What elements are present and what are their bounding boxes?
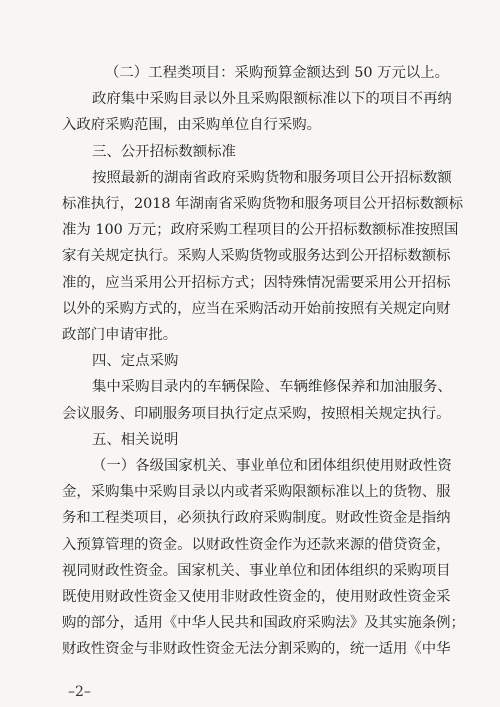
- paragraph-line: 金，采购集中采购目录以内或者采购限额标准以上的货物、服: [62, 484, 451, 501]
- paragraph-line: 既使用财政性资金又使用非财政性资金的，使用财政性资金采: [62, 589, 451, 605]
- paragraph-line: 财政性资金与非财政性资金无法分割采购的，统一适用《中华: [62, 641, 451, 658]
- paragraph-line: 准为 100 万元；政府采购工程项目的公开招标数额标准按照国: [62, 222, 459, 239]
- paragraph-line: （二）工程类项目：采购预算金额达到 50 万元以上。: [105, 65, 450, 81]
- paragraph-line: 以外的采购方式的，应当在采购活动开始前按照有关规定向财: [62, 300, 451, 317]
- paragraph-line: 按照最新的湖南省政府采购货物和服务项目公开招标数额: [92, 169, 452, 186]
- paragraph-line: 家有关规定执行。采购人采购货物或服务达到公开招标数额标: [62, 248, 451, 265]
- section-heading: 四、定点采购: [92, 353, 179, 370]
- paragraph-line: 务和工程类项目，必须执行政府采购制度。财政性资金是指纳: [62, 510, 451, 527]
- page-number: –2–: [68, 684, 91, 700]
- section-heading: 三、公开招标数额标准: [92, 143, 236, 160]
- paragraph-line: 政部门申请审批。: [62, 327, 178, 343]
- paragraph-line: 准的，应当采用公开招标方式；因特殊情况需要采用公开招标: [62, 274, 451, 291]
- paragraph-line: （一）各级国家机关、事业单位和团体组织使用财政性资: [92, 458, 452, 474]
- paragraph-line: 政府集中采购目录以外且采购限额标准以下的项目不再纳: [92, 91, 452, 108]
- paragraph-line: 入预算管理的资金。以财政性资金作为还款来源的借贷资金，: [62, 536, 451, 553]
- paragraph-line: 标准执行，2018 年湖南省采购货物和服务项目公开招标数额标: [62, 196, 463, 212]
- paragraph-line: 视同财政性资金。国家机关、事业单位和团体组织的采购项目: [62, 562, 451, 579]
- paragraph-line: 入政府采购范围，由采购单位自行采购。: [62, 117, 322, 134]
- paragraph-line: 集中采购目录内的车辆保险、车辆维修保养和加油服务、: [92, 379, 452, 396]
- paragraph-line: 会议服务、印刷服务项目执行定点采购，按照相关规定执行。: [62, 405, 451, 422]
- paragraph-line: 购的部分，适用《中华人民共和国政府采购法》及其实施条例；: [62, 615, 465, 632]
- section-heading: 五、相关说明: [92, 431, 179, 448]
